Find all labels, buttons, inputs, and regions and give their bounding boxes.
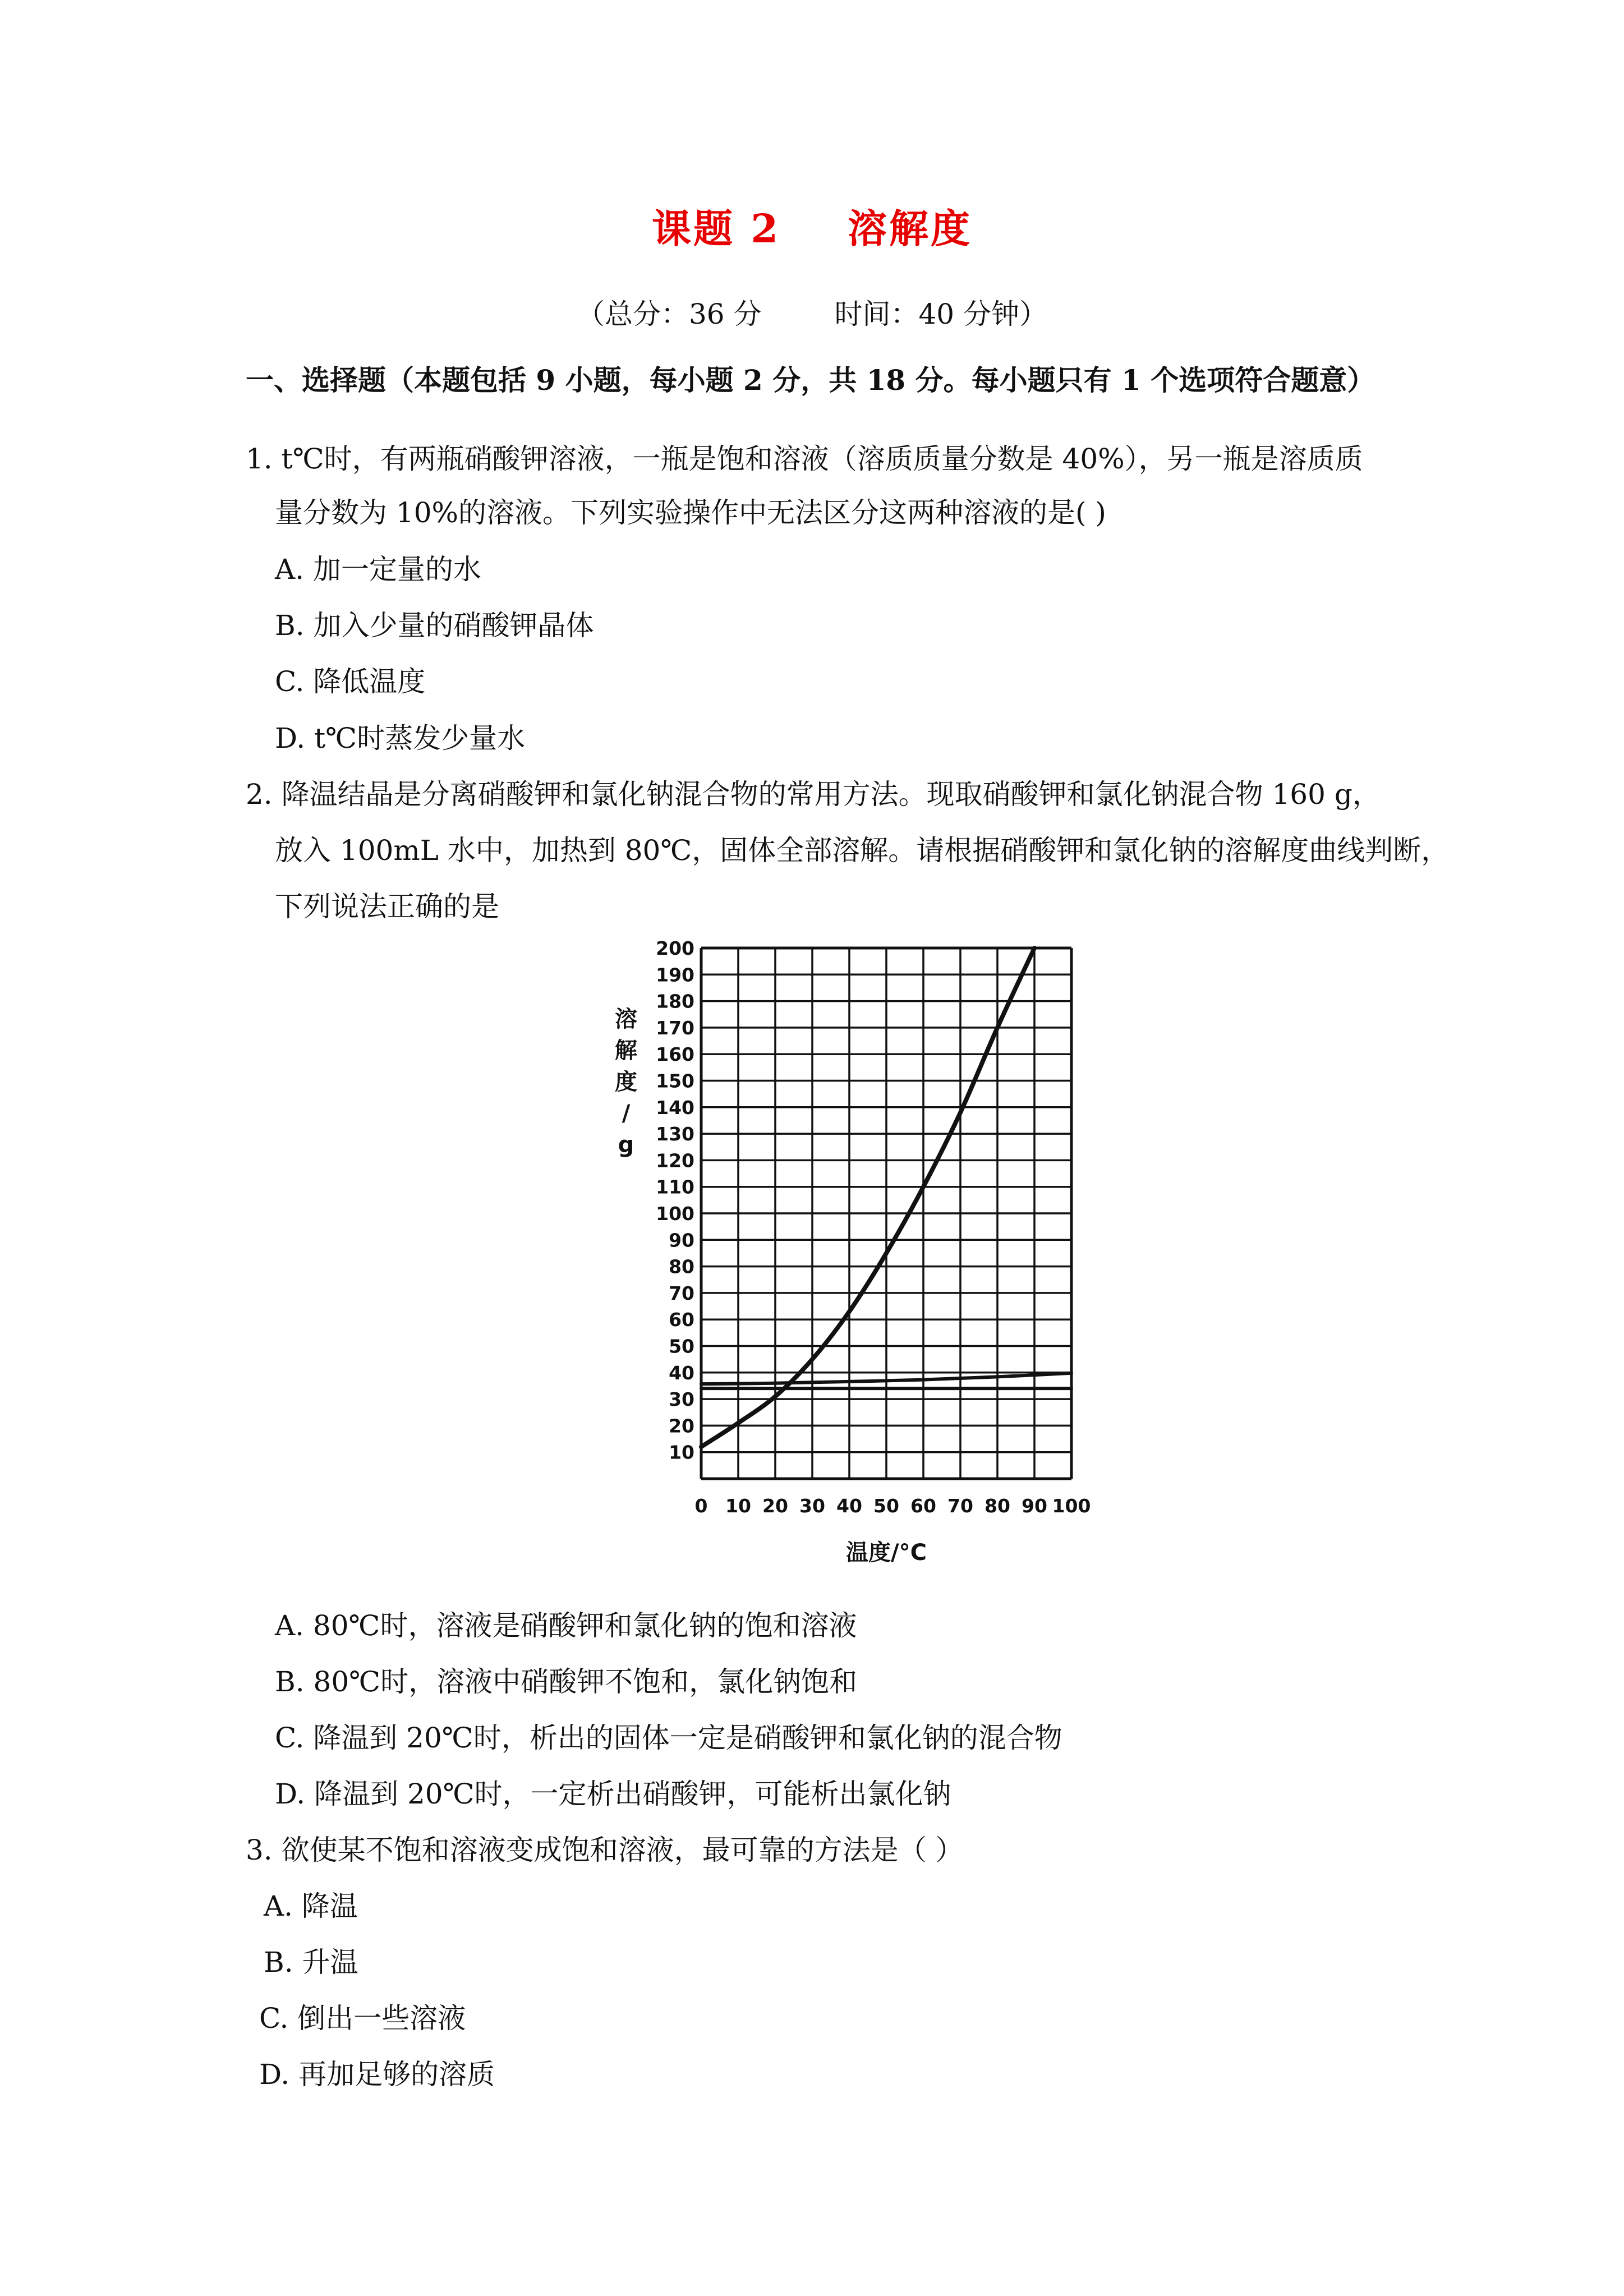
solubility-chart	[606, 931, 1099, 1582]
question-2-option-a: A. 80℃时，溶液是硝酸钾和氯化钠的饱和溶液	[275, 1609, 857, 1642]
y-tick-label-70: 70	[669, 1282, 694, 1304]
chart-grid	[701, 948, 1071, 1479]
y-tick-label-130: 130	[656, 1123, 694, 1145]
y-tick-label-120: 120	[656, 1149, 694, 1172]
question-2-line-3: 下列说法正确的是	[275, 890, 499, 923]
y-tick-label-160: 160	[656, 1043, 694, 1066]
x-tick-label-10: 10	[725, 1495, 751, 1517]
question-1-option-a: A. 加一定量的水	[275, 553, 481, 586]
question-1-line-1: 1. t℃时，有两瓶硝酸钾溶液，一瓶是饱和溶液（溶质质量分数是 40%），另一瓶是溶质质	[246, 443, 1363, 475]
y-tick-label-110: 110	[656, 1176, 694, 1198]
y-tick-label-90: 90	[669, 1229, 694, 1251]
y-tick-label-60: 60	[669, 1309, 694, 1331]
x-tick-label-100: 100	[1052, 1495, 1091, 1517]
y-tick-label-180: 180	[656, 990, 694, 1013]
question-1-option-c: C. 降低温度	[275, 665, 426, 698]
document-title	[0, 197, 1624, 254]
title-topic: 溶解度	[848, 205, 973, 252]
exam-info	[0, 292, 1624, 332]
y-tick-label-140: 140	[656, 1096, 694, 1119]
x-tick-label-50: 50	[873, 1495, 899, 1517]
y-tick-label-80: 80	[669, 1255, 694, 1278]
time-limit: 时间：40 分钟）	[834, 298, 1048, 330]
x-axis-label: 温度/°C	[846, 1540, 927, 1566]
question-1-option-d: D. t℃时蒸发少量水	[275, 722, 526, 754]
y-tick-label-100: 100	[656, 1203, 694, 1225]
x-tick-label-80: 80	[984, 1495, 1010, 1517]
x-tick-label-90: 90	[1022, 1495, 1047, 1517]
y-tick-label-170: 170	[656, 1016, 694, 1039]
question-2-line-1: 2. 降温结晶是分离硝酸钾和氯化钠混合物的常用方法。现取硝酸钾和氯化钠混合物 160 g，	[246, 778, 1381, 811]
y-axis-label: 溶解度/ g	[615, 1006, 637, 1158]
question-2-option-d: D. 降温到 20℃时，一定析出硝酸钾，可能析出氯化钠	[275, 1778, 951, 1810]
x-tick-label-20: 20	[762, 1495, 788, 1517]
question-2-option-b: B. 80℃时，溶液中硝酸钾不饱和，氯化钠饱和	[275, 1665, 858, 1698]
x-tick-label-0: 0	[694, 1495, 708, 1517]
question-3-option-d: D. 再加足够的溶质	[259, 2058, 495, 2091]
x-tick-label-70: 70	[947, 1495, 973, 1517]
y-tick-label-190: 190	[656, 964, 694, 986]
title-lesson: 课题 2	[651, 205, 781, 252]
x-tick-label-40: 40	[836, 1495, 862, 1517]
y-tick-label-50: 50	[669, 1335, 694, 1358]
y-tick-label-30: 30	[669, 1388, 694, 1411]
question-2-option-c: C. 降温到 20℃时，析出的固体一定是硝酸钾和氯化钠的混合物	[275, 1722, 1062, 1754]
y-tick-label-200: 200	[656, 937, 694, 959]
question-2-line-2: 放入 100mL 水中，加热到 80℃，固体全部溶解。请根据硝酸钾和氯化钠的溶解度曲线判断，	[275, 834, 1450, 867]
question-3-option-b: B. 升温	[264, 1946, 358, 1978]
x-tick-label-60: 60	[910, 1495, 936, 1517]
chart-ticks	[656, 937, 1091, 1517]
y-tick-label-10: 10	[669, 1441, 694, 1464]
question-3-option-c: C. 倒出一些溶液	[259, 2002, 466, 2035]
question-3-line-1: 3. 欲使某不饱和溶液变成饱和溶液，最可靠的方法是（ ）	[246, 1834, 964, 1866]
question-3-option-a: A. 降温	[264, 1890, 358, 1922]
x-tick-label-30: 30	[799, 1495, 825, 1517]
y-tick-label-150: 150	[656, 1070, 694, 1092]
y-tick-label-40: 40	[669, 1361, 694, 1384]
total-score: （总分：36 分	[576, 298, 762, 330]
section-heading: 一、选择题（本题包括 9 小题，每小题 2 分，共 18 分。每小题只有 1 个选项符合题意）	[246, 364, 1375, 397]
y-tick-label-20: 20	[669, 1415, 694, 1437]
question-1-line-2: 量分数为 10%的溶液。下列实验操作中无法区分这两种溶液的是( )	[275, 496, 1106, 529]
question-1-option-b: B. 加入少量的硝酸钾晶体	[275, 609, 594, 642]
